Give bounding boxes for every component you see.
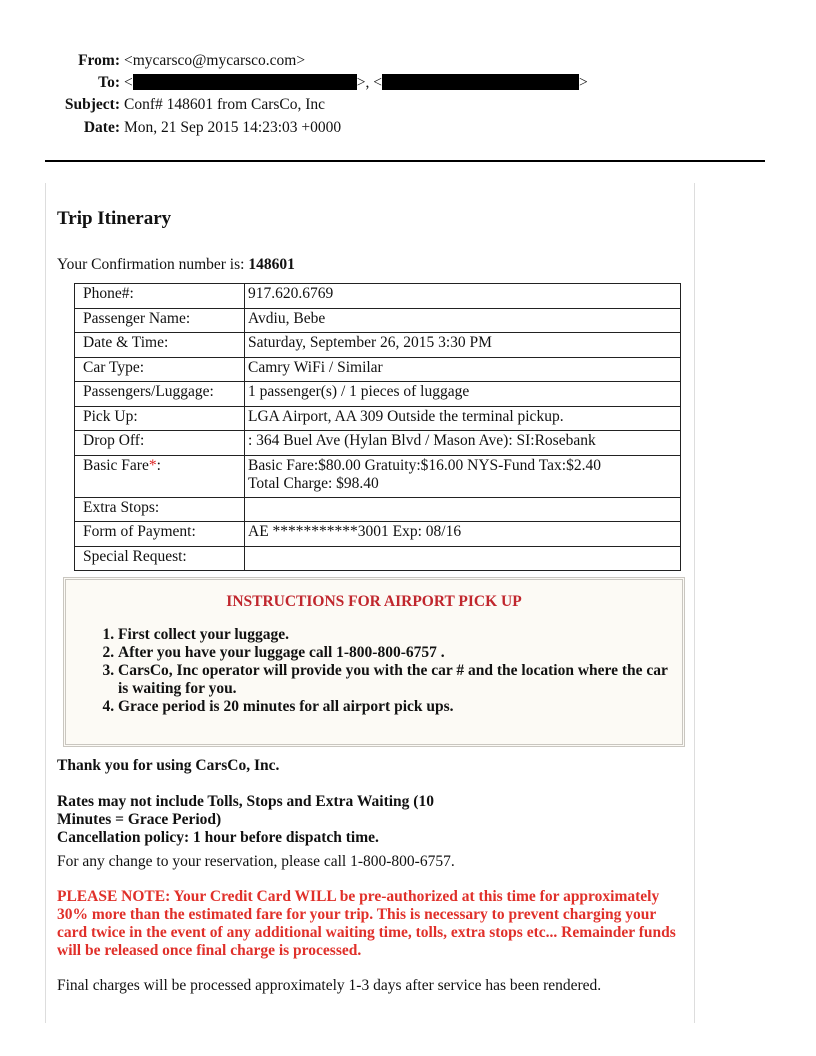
row-value: [245, 497, 681, 522]
table-row: [75, 546, 681, 571]
table-row: [75, 308, 681, 333]
subject-label: Subject:: [64, 96, 120, 113]
from-label: From:: [78, 52, 120, 69]
list-item: 3. CarsCo, Inc operator will provide you with the car # and the location where the car is waiting for you.: [118, 662, 678, 698]
row-value: Saturday, September 26, 2015 3:30 PM: [245, 333, 681, 358]
row-label: Special Request:: [75, 546, 245, 571]
table-row: [75, 497, 681, 522]
instructions-title: INSTRUCTIONS FOR AIRPORT PICK UP: [226, 593, 522, 610]
required-star: *: [148, 456, 157, 474]
list-item: 2. After you have your luggage call 1-800-800-6757 .: [118, 644, 678, 662]
row-value: Camry WiFi / Similar: [245, 357, 681, 382]
redacted-recipient-1: [133, 74, 357, 90]
final-charges-text: Final charges will be processed approximately 1-3 days after service has been rendered.: [57, 977, 602, 994]
table-row: [75, 382, 681, 407]
header-divider: [45, 160, 765, 162]
list-item: 1. First collect your luggage.: [118, 626, 678, 644]
row-label: Date & Time:: [75, 333, 245, 358]
confirmation-line: Your Confirmation number is: 148601: [57, 256, 295, 273]
date-label: Date:: [83, 119, 120, 136]
redacted-recipient-2: [382, 74, 579, 90]
table-row: [75, 357, 681, 382]
table-row: [75, 284, 681, 309]
row-label: Car Type:: [75, 357, 245, 382]
row-value: [245, 546, 681, 571]
row-label: Phone#:: [75, 284, 245, 309]
row-label: Passenger Name:: [75, 308, 245, 333]
airport-instructions-box: [63, 577, 685, 747]
itinerary-table: [74, 283, 681, 571]
row-value: : 364 Buel Ave (Hylan Blvd / Mason Ave): SI:Rosebank: [245, 431, 681, 456]
thank-you-text: Thank you for using CarsCo, Inc.: [57, 757, 280, 774]
page-title: Trip Itinerary: [57, 208, 172, 229]
to-label: To:: [98, 74, 120, 91]
credit-card-note: PLEASE NOTE: Your Credit Card WILL be pre-authorized at this time for approximately 30% more than the estimated fare for your trip. This is necessary to prevent charging your card twice in the event of any additional waiting time, tolls, extra stops etc... Remainder funds will be released once final charge is processed.: [57, 888, 676, 959]
subject-value: Conf# 148601 from CarsCo, Inc: [124, 96, 326, 113]
instructions-list: [82, 626, 678, 716]
row-value: Avdiu, Bebe: [245, 308, 681, 333]
list-item: 4. Grace period is 20 minutes for all airport pick ups.: [118, 698, 678, 716]
row-label: Passengers/Luggage:: [75, 382, 245, 407]
row-label: Pick Up:: [75, 406, 245, 431]
date-value: Mon, 21 Sep 2015 14:23:03 +0000: [124, 119, 342, 136]
row-value: 917.620.6769: [245, 284, 681, 309]
row-value: Basic Fare:$80.00 Gratuity:$16.00 NYS-Fund Tax:$2.40 Total Charge: $98.40: [245, 455, 681, 497]
to-value: < >, < >: [124, 74, 588, 91]
row-label: Extra Stops:: [75, 497, 245, 522]
change-reservation-text: For any change to your reservation, please call 1-800-800-6757.: [57, 853, 455, 870]
confirmation-number: 148601: [248, 256, 295, 273]
table-row: [75, 406, 681, 431]
row-value: AE ***********3001 Exp: 08/16: [245, 522, 681, 547]
table-row: [75, 431, 681, 456]
rates-policy: Rates may not include Tolls, Stops and Extra Waiting (10 Minutes = Grace Period) Cancellation policy: 1 hour before dispatch time.: [57, 793, 434, 846]
table-row: [75, 333, 681, 358]
table-row: [75, 455, 681, 497]
row-label: Basic Fare*:: [75, 455, 245, 497]
row-label: Drop Off:: [75, 431, 245, 456]
table-row: [75, 522, 681, 547]
row-value: 1 passenger(s) / 1 pieces of luggage: [245, 382, 681, 407]
email-body: [45, 183, 695, 1023]
from-value: <mycarsco@mycarsco.com>: [124, 52, 306, 69]
row-label: Form of Payment:: [75, 522, 245, 547]
row-value: LGA Airport, AA 309 Outside the terminal pickup.: [245, 406, 681, 431]
